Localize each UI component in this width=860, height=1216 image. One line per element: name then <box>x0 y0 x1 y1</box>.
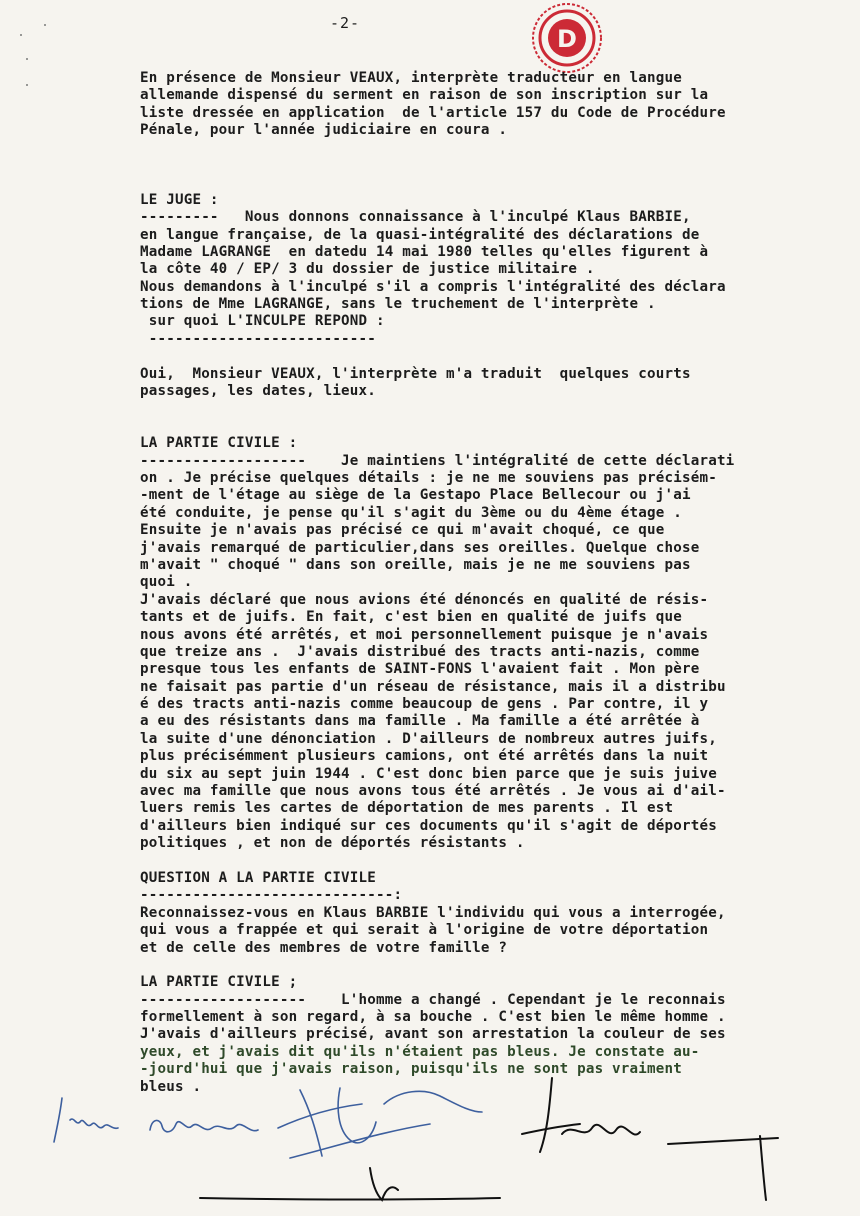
text-line: yeux, et j'avais dit qu'ils n'étaient pas bleus. Je constate au- <box>140 1043 700 1060</box>
text-line: é des tracts anti-nazis comme beaucoup de gens . Par contre, il y <box>140 696 709 713</box>
text-line: plus précisémment plusieurs camions, ont été arrêtés dans la nuit <box>140 748 709 765</box>
text-line: allemande dispensé du serment en raison de son inscription sur la <box>140 87 709 104</box>
text-line: -------------------------- <box>140 330 377 347</box>
text-line: Oui, Monsieur VEAUX, l'interprète m'a traduit quelques courts <box>140 365 691 382</box>
text-line: J'avais d'ailleurs précisé, avant son arrestation la couleur de ses <box>140 1026 726 1043</box>
judge-signature <box>278 1088 482 1158</box>
section-heading: LE JUGE : <box>140 191 219 208</box>
text-line: Nous demandons à l'inculpé s'il a compris l'intégralité des déclara <box>140 278 726 295</box>
text-line: quoi . <box>140 574 193 591</box>
text-line: --------- Nous donnons connaissance à l'inculpé Klaus BARBIE, <box>140 209 691 226</box>
page-number: -2- <box>330 14 361 32</box>
interpreter-paragraph <box>140 70 856 140</box>
stamp-letter: D <box>557 25 577 53</box>
text-line: politiques , et non de déportés résistants . <box>140 835 525 852</box>
text-line: formellement à son regard, à sa bouche . C'est bien le même homme . <box>140 1009 726 1026</box>
bottom-line-signature <box>200 1168 500 1200</box>
text-line: Pénale, pour l'année judiciaire en coura . <box>140 122 508 139</box>
clerk-signature <box>668 1136 778 1200</box>
text-line: la suite d'une dénonciation . D'ailleurs de nombreux autres juifs, <box>140 730 717 747</box>
question-section <box>140 870 856 957</box>
signatures-area <box>0 1060 860 1216</box>
text-line: la côte 40 / EP/ 3 du dossier de justice militaire . <box>140 261 595 278</box>
text-line: d'ailleurs bien indiqué sur ces documents qu'il s'agit de déportés <box>140 817 717 834</box>
text-line: en langue française, de la quasi-intégralité des déclarations de <box>140 226 700 243</box>
judge-section <box>140 192 856 349</box>
text-line: ne faisait pas partie d'un réseau de résistance, mais il a distribu <box>140 678 726 695</box>
text-line: du six au sept juin 1944 . C'est donc bien parce que je suis juive <box>140 765 717 782</box>
accused-answer <box>140 366 856 401</box>
text-line: qui vous a frappée et qui serait à l'origine de votre déportation <box>140 922 709 939</box>
text-line: tants et de juifs. En fait, c'est bien en qualité de juifs que <box>140 609 682 626</box>
text-line: bleus . <box>140 1078 202 1095</box>
section-heading: LA PARTIE CIVILE ; <box>140 974 298 991</box>
text-line: nous avons été arrêtés, et moi personnellement puisque je n'avais <box>140 626 709 643</box>
d-stamp-icon <box>524 0 610 80</box>
text-line: Madame LAGRANGE en datedu 14 mai 1980 telles qu'elles figurent à <box>140 243 709 260</box>
text-line: liste dressée en application de l'article 157 du Code de Procédure <box>140 104 726 121</box>
civil-party-statement <box>140 435 856 852</box>
text-line: J'avais déclaré que nous avions été dénoncés en qualité de résis- <box>140 591 709 608</box>
text-line: Reconnaissez-vous en Klaus BARBIE l'individu qui vous a interrogée, <box>140 904 726 921</box>
section-heading: LA PARTIE CIVILE : <box>140 435 298 452</box>
text-line: été conduite, je pense qu'il s'agit du 3ème ou du 4ème étage . <box>140 504 682 521</box>
document-body <box>140 70 856 1096</box>
text-line: -ment de l'étage au siège de la Gestapo Place Bellecour ou j'ai <box>140 487 691 504</box>
text-line: que treize ans . J'avais distribué des tracts anti-nazis, comme <box>140 643 700 660</box>
text-line: passages, les dates, lieux. <box>140 383 377 400</box>
text-line: En présence de Monsieur VEAUX, interprète traducteur en langue <box>140 70 682 86</box>
section-heading: QUESTION A LA PARTIE CIVILE <box>140 869 377 886</box>
text-line: ------------------- L'homme a changé . Cependant je le reconnais <box>140 991 726 1008</box>
text-line: tions de Mme LAGRANGE, sans le truchement de l'interprète . <box>140 296 656 313</box>
text-line: -----------------------------: <box>140 887 403 904</box>
text-line: presque tous les enfants de SAINT-FONS l'avaient fait . Mon père <box>140 661 700 678</box>
text-line: on . Je précise quelques détails : je ne me souviens pas précisém- <box>140 469 717 486</box>
text-line: ------------------- Je maintiens l'intégralité de cette déclarati <box>140 452 735 469</box>
text-line: et de celle des membres de votre famille ? <box>140 939 508 956</box>
text-line: a eu des résistants dans ma famille . Ma famille a été arrêtée à <box>140 713 700 730</box>
text-line: m'avait " choqué " dans son oreille, mais je ne me souviens pas <box>140 556 691 573</box>
interpreter-signature <box>54 1098 258 1142</box>
text-line: luers remis les cartes de déportation de mes parents . Il est <box>140 800 674 817</box>
text-line: -jourd'hui que j'avais raison, puisqu'ils ne sont pas vraiment <box>140 1061 682 1078</box>
text-line: j'avais remarqué de particulier,dans ses oreilles. Quelque chose <box>140 539 700 556</box>
text-line: sur quoi L'INCULPE REPOND : <box>140 313 385 330</box>
text-line: Ensuite je n'avais pas précisé ce qui m'avait choqué, ce que <box>140 522 665 539</box>
text-line: avec ma famille que nous avons tous été arrêtés . Je vous ai d'ail- <box>140 783 726 800</box>
